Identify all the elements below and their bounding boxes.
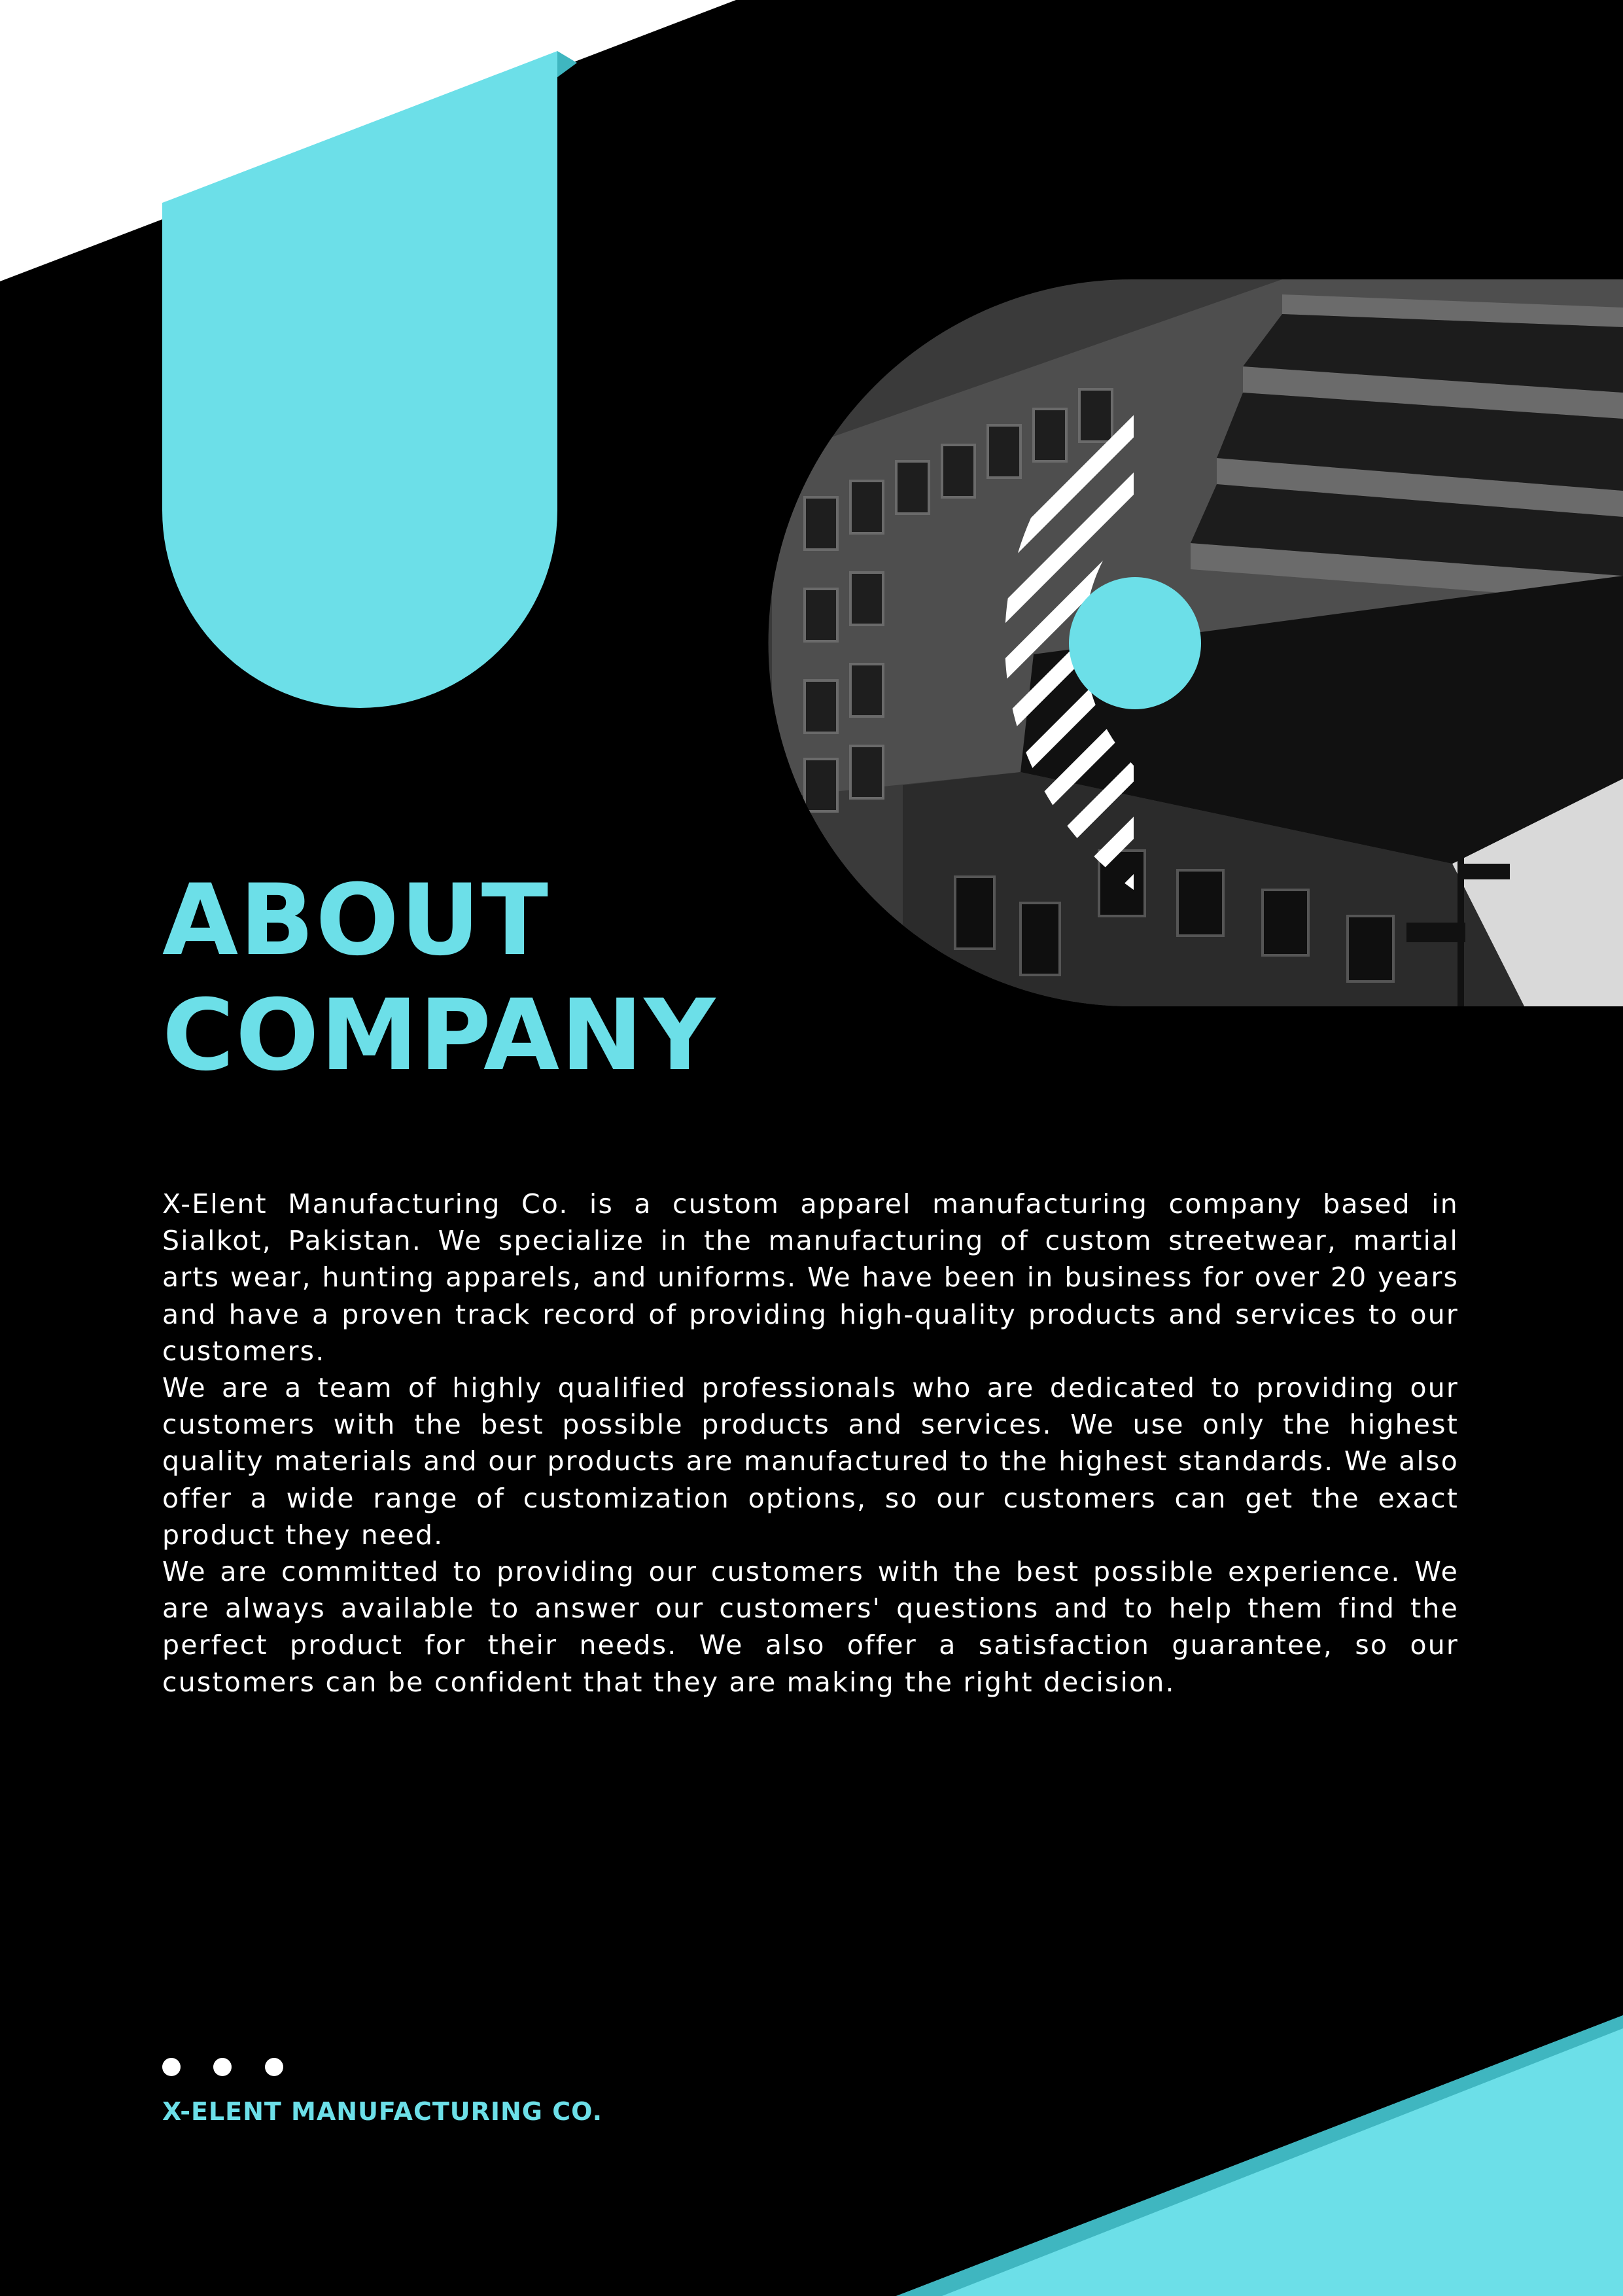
footer-company-name: X-ELENT MANUFACTURING CO. xyxy=(162,2097,603,2126)
teal-circle xyxy=(1069,577,1201,709)
paragraph-3: We are committed to providing our customers with the best possible experience. We are always available to answer our customers' questions and to help them find the perfect product for their needs. We also offer a satisfaction guarantee, so our customers can be confident that they are making the right decision. xyxy=(162,1556,1459,1698)
heading-company: COMPANY xyxy=(162,979,717,1093)
heading-about: ABOUT xyxy=(162,864,550,978)
paragraph-2: We are a team of highly qualified professionals who are dedicated to providing our customers with the best possible products and services. We use only the highest quality materials and our products are manufactured to the highest standards. We also offer a wide range of customization options, so our customers can get the exact product they need. xyxy=(162,1372,1459,1551)
dot-3 xyxy=(265,2058,283,2076)
dot-1 xyxy=(162,2058,181,2076)
dot-2 xyxy=(213,2058,232,2076)
paragraph-1: X-Elent Manufacturing Co. is a custom apparel manufacturing company based in Sialkot, Pakistan. We specialize in the manufacturing of custom streetwear, martial arts wear, hunting apparels, and uniforms. We have been in business for over 20 years and have a proven track record of providing high-quality products and services to our customers. xyxy=(162,1188,1459,1367)
company-description xyxy=(162,1186,1459,1701)
